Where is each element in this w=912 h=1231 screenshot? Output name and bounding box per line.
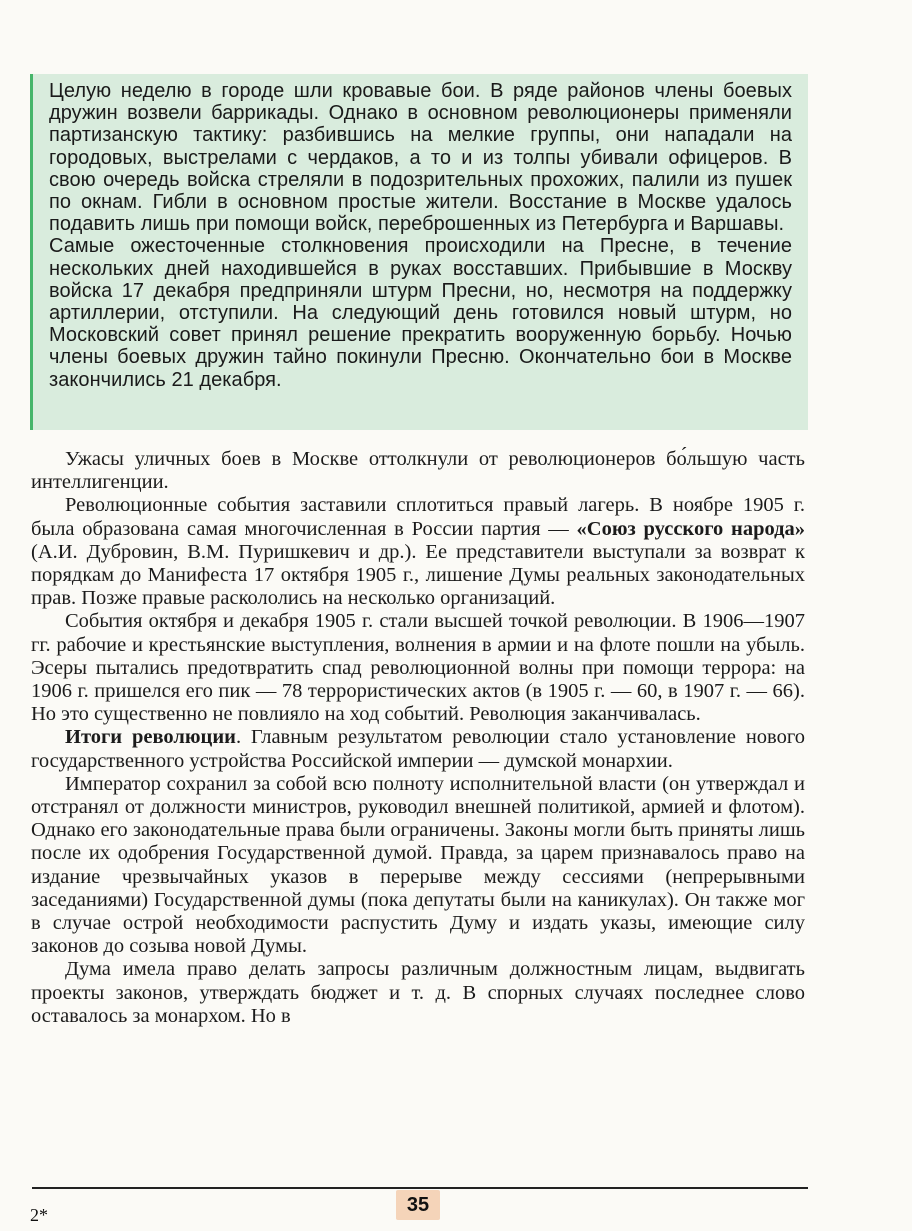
results-heading: Итоги революции — [65, 726, 236, 749]
main-text — [31, 448, 805, 1028]
paragraph-right-camp — [31, 494, 805, 610]
paragraph-results — [31, 726, 805, 772]
paragraph-emperor: Император сохранил за собой всю полноту исполнительной власти (он утверждал и отстранял от должности министров, руководил внешней политикой, армией и флотом). Однако его законодательные права были ограничены. Законы могли быть приняты лишь после их одобрения Государственной думой. Правда, за царем признавалось право на издание чрезвычайных указов в перерыве между сессиями (непрерывными заседаниями) Государственной думы (пока депутаты были на каникулах). Он также мог в случае острой необходимости распустить Думу и издать указы, имеющие силу законов до созыва новой Думы. — [31, 772, 805, 958]
paragraph-right-camp-text-a: Революционные события заставили сплотиться правый лагерь. В ноябре 1905 г. была образована самая многочисленная в России партия — — [31, 494, 805, 540]
signature-mark: 2* — [30, 1205, 48, 1225]
page-number: 35 — [396, 1190, 440, 1220]
excerpt-paragraph-2: Самые ожесточенные столкновения происходили на Пресне, в течение нескольких дней находившейся в руках восставших. Прибывшие в Москву войска 17 декабря предприняли штурм Пресни, но, несмотря на поддержку артиллерии, отступили. На следующий день готовился новый штурм, но Московский совет принял решение прекратить вооруженную борьбу. Ночью члены боевых дружин тайно покинули Пресню. Окончательно бои в Москве закончились 21 декабря. — [49, 235, 792, 391]
paragraph-duma: Дума имела право делать запросы различным должностным лицам, выдвигать проекты законов, утверждать бюджет и т. д. В спорных случаях последнее слово оставалось за монархом. Но в — [31, 958, 805, 1027]
paragraph-terror: События октября и декабря 1905 г. стали высшей точкой революции. В 1906—1907 гг. рабочие и крестьянские выступления, волнения в армии и на флоте пошли на убыль. Эсеры пытались предотвратить спад революционной волны при помощи террора: на 1906 г. пришелся его пик — 78 террористических актов (в 1905 г. — 60, в 1907 г. — 66). Но это существенно не повлияло на ход событий. Революция заканчивалась. — [31, 610, 805, 726]
excerpt-paragraph-1: Целую неделю в городе шли кровавые бои. В ряде районов члены боевых дружин возвели баррикады. Однако в основном революционеры применяли партизанскую тактику: разбившись на мелкие группы, они нападали на городовых, выстрелами с чердаков, а то и из толпы убивали офицеров. В свою очередь войска стреляли в подозрительных прохожих, палили из пушек по окнам. Гибли в основном простые жители. Восстание в Москве удалось подавить лишь при помощи войск, переброшенных из Петербурга и Варшавы. — [49, 80, 792, 236]
footer-divider — [32, 1187, 808, 1189]
highlighted-excerpt-box — [30, 74, 808, 430]
paragraph-results-text: . Главным результатом революции стало установление нового государственного устройства Российской империи — думской монархии. — [31, 726, 805, 772]
paragraph-intelligentsia: Ужасы уличных боев в Москве оттолкнули от революционеров бо́льшую часть интеллигенции. — [31, 448, 805, 494]
paragraph-right-camp-text-b: (А.И. Дубровин, В.М. Пуришкевич и др.). Ее представители выступали за возврат к порядкам до Манифеста 17 октября 1905 г., лишение Думы реальных законодательных прав. Позже правые раскололись на несколько организаций. — [31, 540, 805, 610]
union-russian-people-term: «Союз русского народа» — [576, 517, 805, 540]
